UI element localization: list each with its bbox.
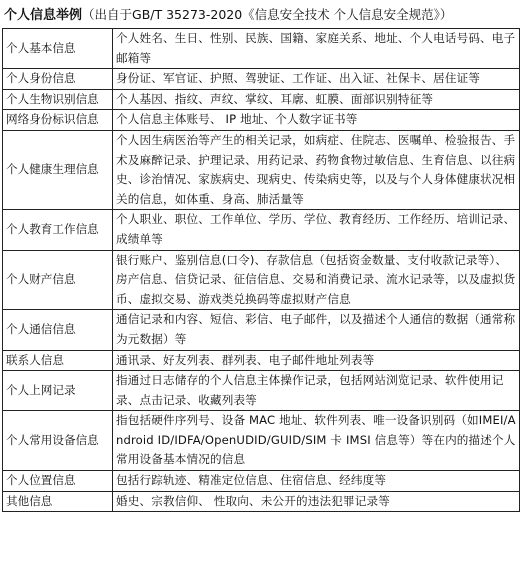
category-cell: 个人健康生理信息 [3,130,113,209]
table-row [3,350,520,371]
description-cell: 包括行踪轨迹、精准定位信息、住宿信息、经纬度等 [113,471,520,492]
category-cell: 个人位置信息 [3,471,113,492]
table-row [3,210,520,250]
personal-info-table [2,28,520,512]
category-cell: 个人常用设备信息 [3,411,113,471]
description-cell: 个人信息主体账号、 IP 地址、个人数字证书等 [113,110,520,131]
description-cell: 指通过日志储存的个人信息主体操作记录，包括网站浏览记录、软件使用记录、点击记录、收藏列表等 [113,371,520,411]
description-cell: 身份证、军官证、护照、驾驶证、工作证、出入证、社保卡、居住证等 [113,69,520,90]
description-cell: 通讯录、好友列表、群列表、电子邮件地址列表等 [113,350,520,371]
category-cell: 个人身份信息 [3,69,113,90]
table-row [3,471,520,492]
table-row [3,130,520,209]
title-main: 个人信息举例 [4,8,83,23]
category-cell: 联系人信息 [3,350,113,371]
description-cell: 指包括硬件序列号、设备 MAC 地址、软件列表、唯一设备识别码（如IMEI/Android ID/IDFA/OpenUDID/GUID/SIM 卡 IMSI 信息等）等在内的描述个人常用设备基本情况的信息 [113,411,520,471]
category-cell: 个人基本信息 [3,29,113,69]
category-cell: 个人上网记录 [3,371,113,411]
description-cell: 个人职业、职位、工作单位、学历、学位、教育经历、工作经历、培训记录、成绩单等 [113,210,520,250]
table-row [3,250,520,310]
table-row [3,411,520,471]
description-cell: 个人基因、指纹、声纹、掌纹、耳廓、虹膜、面部识别特征等 [113,89,520,110]
description-cell: 个人姓名、生日、性别、民族、国籍、家庭关系、地址、个人电话号码、电子邮箱等 [113,29,520,69]
description-cell: 通信记录和内容、短信、彩信、电子邮件，以及描述个人通信的数据（通常称为元数据）等 [113,310,520,350]
description-cell: 婚史、宗教信仰、 性取向、未公开的违法犯罪记录等 [113,491,520,512]
table-row [3,310,520,350]
category-cell: 个人财产信息 [3,250,113,310]
table-row [3,29,520,69]
table-row [3,89,520,110]
table-row [3,110,520,131]
table-row [3,371,520,411]
category-cell: 个人通信信息 [3,310,113,350]
table-row [3,491,520,512]
category-cell: 其他信息 [3,491,113,512]
document-title [2,6,523,28]
category-cell: 个人教育工作信息 [3,210,113,250]
title-source: （出自于GB/T 35273-2020《信息安全技术 个人信息安全规范》） [82,7,453,22]
description-cell: 个人因生病医治等产生的相关记录，如病症、住院志、医嘱单、检验报告、手术及麻醉记录、护理记录、用药记录、药物食物过敏信息、生育信息、以往病史、诊治情况、家族病史、现病史、传染病史等，以及与个人身体健康状况相关的信息，如体重、身高、肺活量等 [113,130,520,209]
category-cell: 网络身份标识信息 [3,110,113,131]
table-row [3,69,520,90]
description-cell: 银行账户、鉴别信息(口令)、存款信息（包括资金数量、支付收款记录等）、房产信息、信贷记录、征信信息、交易和消费记录、流水记录等，以及虚拟货币、虚拟交易、游戏类兑换码等虚拟财产信息 [113,250,520,310]
category-cell: 个人生物识别信息 [3,89,113,110]
